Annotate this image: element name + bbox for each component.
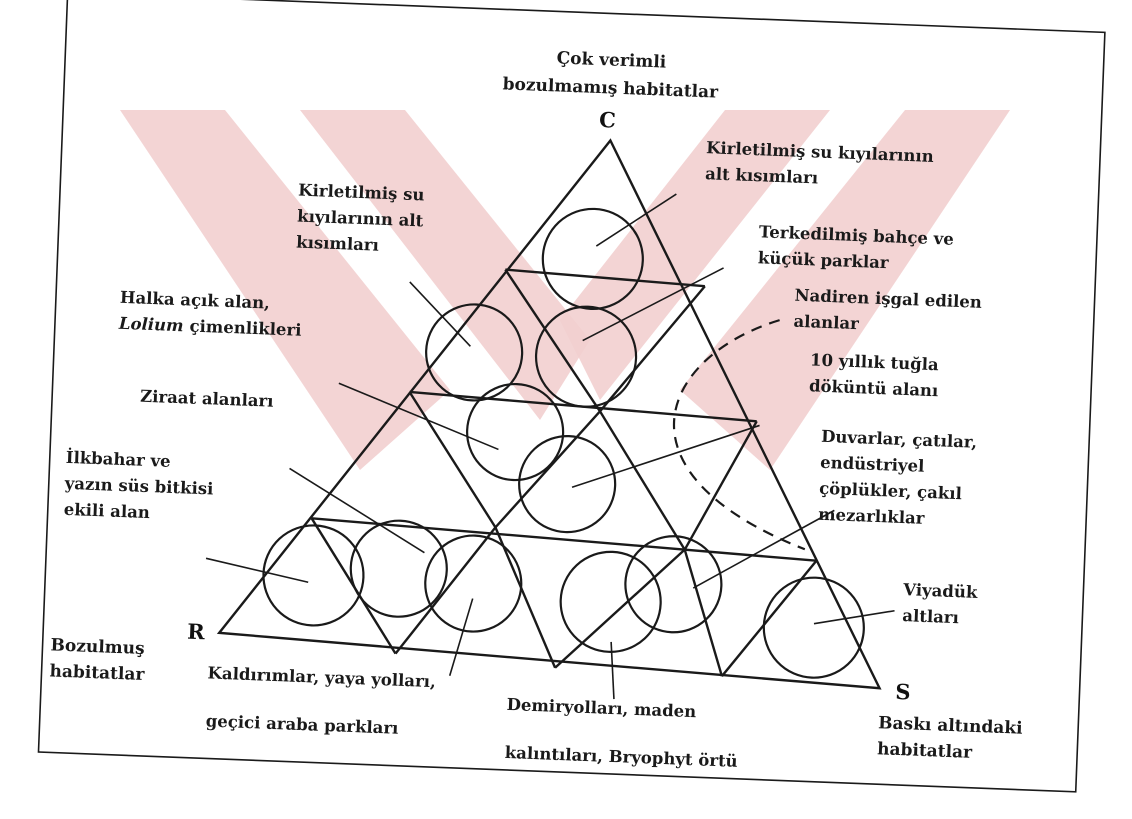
label-halka-1: Halka açık alan, [119,287,271,313]
vertex-c: C [598,107,617,133]
corner-label-left-1: Bozulmuş [50,635,146,659]
top-heading-line-2: bozulmamış habitatlar [502,74,719,103]
edge [555,545,685,673]
edge [490,527,560,667]
label-c-left-3: kısımları [295,232,380,255]
label-ilkbahar-3: ekili alan [63,499,151,523]
label-kaldirim-2: geçici araba parkları [205,711,399,738]
corner-label-right-2: habitatlar [876,739,973,763]
label-c-top-2: alt kısımları [704,164,819,188]
label-nadiren-2: alanlar [793,311,860,334]
label-c-left-1: Kirletilmiş su [297,180,425,205]
top-heading-line-1: Çok verimli [556,48,667,73]
edge [495,407,600,531]
label-nadiren-1: Nadiren işgal edilen [794,285,983,312]
label-viyaduk-2: altları [901,606,960,628]
vertex-s: S [894,678,912,705]
label-duvarlar-3: çöplükler, çakıl [818,478,963,504]
label-duvarlar-1: Duvarlar, çatılar, [820,426,978,452]
corner-label-right-1: Baskı altındaki [877,713,1023,739]
label-terkedilmis-1: Terkedilmiş bahçe ve [758,222,955,249]
corner-label-left-2: habitatlar [49,661,145,686]
label-tugla-1: 10 yıllık tuğla [809,350,940,375]
label-demiryol-1: Demiryolları, maden [506,694,697,722]
habitat-circle [423,534,523,634]
label-terkedilmis-2: küçük parklar [757,248,889,273]
label-halka-lolium: Lolium [118,313,184,336]
edge [595,411,690,549]
label-c-left-2: kıyılarının alt [296,206,424,231]
divider-lower [311,518,818,560]
label-ilkbahar-1: İlkbahar ve [65,447,171,471]
label-viyaduk-1: Viyadük [902,580,978,602]
label-tugla-2: döküntü alanı [808,376,939,401]
label-halka-3: çimenlikleri [189,316,302,340]
label-ziraat: Ziraat alanları [139,386,274,411]
vertex-r: R [186,618,206,645]
label-duvarlar-4: mezarlıklar [817,504,925,528]
edge [722,557,817,679]
label-kaldirim-1: Kaldırımlar, yaya yolları, [207,663,437,692]
label-duvarlar-2: endüstriyel [819,452,925,476]
label-demiryol-2: kalıntıları, Bryophyt örtü [504,742,739,771]
habitat-circle [559,550,663,654]
label-c-top-1: Kirletilmiş su kıyılarının [705,138,935,166]
label-ilkbahar-2: yazın süs bitkisi [64,473,214,499]
